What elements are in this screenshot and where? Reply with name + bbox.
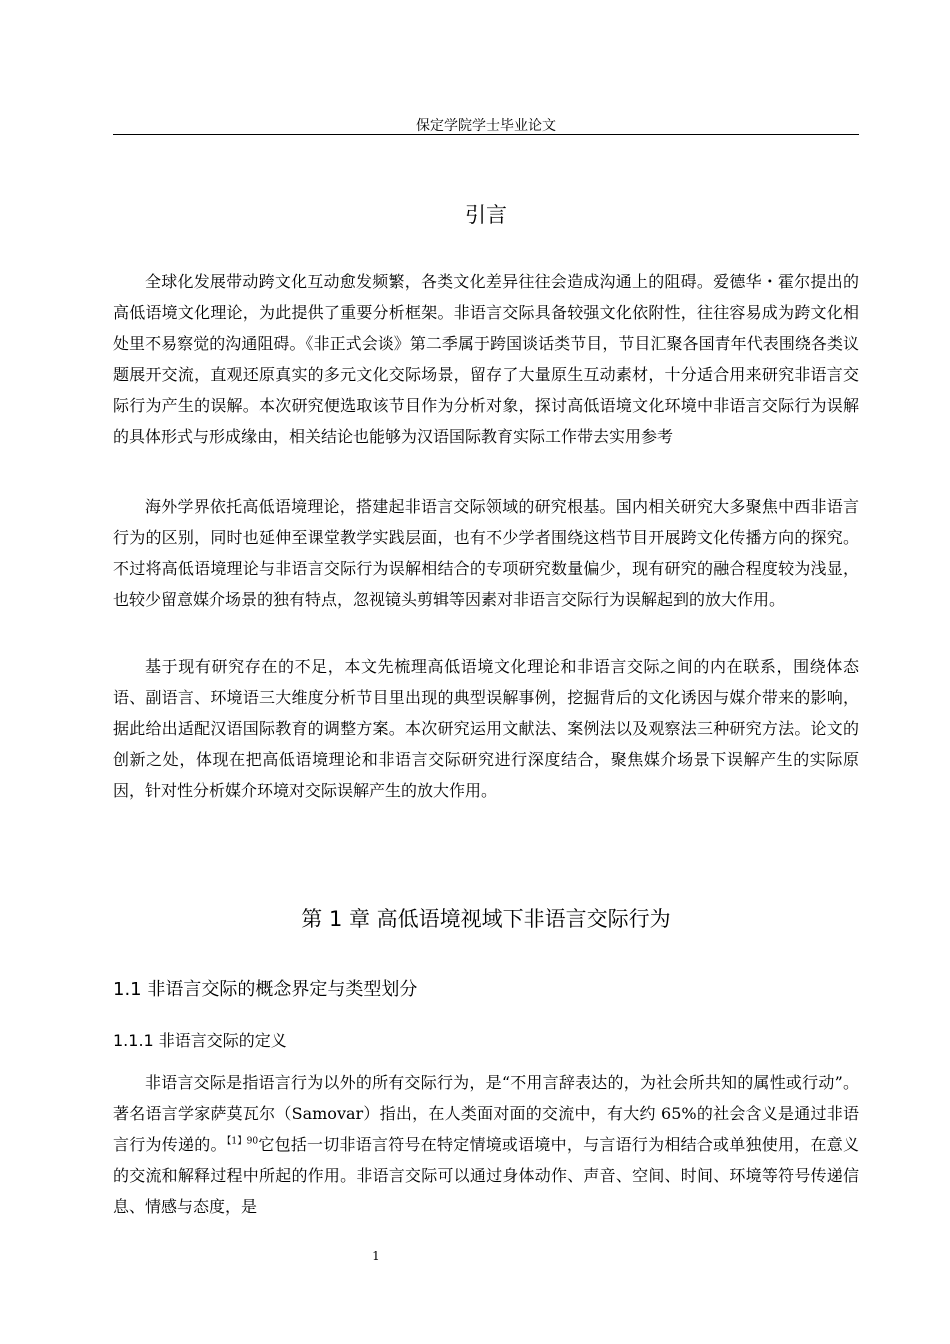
- intro-paragraph-1: 全球化发展带动跨文化互动愈发频繁，各类文化差异往往会造成沟通上的阻碍。爱德华・霍尔提出的高低语境文化理论，为此提供了重要分析框架。非语言交际具备较强文化依附性，往往容易成为跨文化相处里不易察觉的沟通阻碍。《非正式会谈》第二季属于跨国谈话类节目，节目汇聚各国青年代表围绕各类议题展开交流，直观还原真实的多元文化交际场景，留存了大量原生互动素材，十分适合用来研究非语言交际行为产生的误解。本次研究便选取该节目作为分析对象，探讨高低语境文化环境中非语言交际行为误解的具体形式与形成缘由，相关结论也能够为汉语国际教育实际工作带去实用参考: [113, 272, 859, 446]
- page-number: 1: [372, 1249, 380, 1263]
- chapter-1-title: 第 1 章 高低语境视域下非语言交际行为: [301, 907, 671, 931]
- definition-text-part-2: 它包括一切非语言符号在特定情境或语境中，与言语行为相结合或单独使用，在意义的交流和解释过程中所起的作用。非语言交际可以通过身体动作、声音、空间、时间、环境等符号传递信息、情感与态度，是: [113, 1135, 859, 1216]
- intro-paragraph-2: 海外学界依托高低语境理论，搭建起非语言交际领域的研究根基。国内相关研究大多聚焦中西非语言行为的区别，同时也延伸至课堂教学实践层面，也有不少学者围绕这档节目开展跨文化传播方向的探究。不过将高低语境理论与非语言交际行为误解相结合的专项研究数量偏少，现有研究的融合程度较为浅显，也较少留意媒介场景的独有特点，忽视镜头剪辑等因素对非语言交际行为误解起到的放大作用。: [113, 497, 859, 609]
- definition-paragraph: [113, 1067, 859, 1222]
- subsection-1-1-1-title: 1.1.1 非语言交际的定义: [113, 1031, 287, 1050]
- intro-title: 引言: [465, 203, 507, 227]
- section-1-1-title: 1.1 非语言交际的概念界定与类型划分: [113, 979, 418, 1000]
- header-rule: [113, 134, 859, 135]
- citation-marker: 【1】90: [226, 1136, 259, 1147]
- intro-paragraph-3: 基于现有研究存在的不足，本文先梳理高低语境文化理论和非语言交际之间的内在联系，围绕体态语、副语言、环境语三大维度分析节目里出现的典型误解事例，挖掘背后的文化诱因与媒介带来的影响，据此给出适配汉语国际教育的调整方案。本次研究运用文献法、案例法以及观察法三种研究方法。论文的创新之处，体现在把高低语境理论和非语言交际研究进行深度结合，聚焦媒介场景下误解产生的实际原因，针对性分析媒介环境对交际误解产生的放大作用。: [113, 657, 859, 800]
- definition-text-part-1: 非语言交际是指语言行为以外的所有交际行为，是“不用言辞表达的，为社会所共知的属性或行动”。著名语言学家萨莫瓦尔（Samovar）指出，在人类面对面的交流中，有大约 65%的社会含义是通过非语言行为传递的。: [113, 1073, 859, 1154]
- running-header: 保定学院学士毕业论文: [416, 118, 556, 134]
